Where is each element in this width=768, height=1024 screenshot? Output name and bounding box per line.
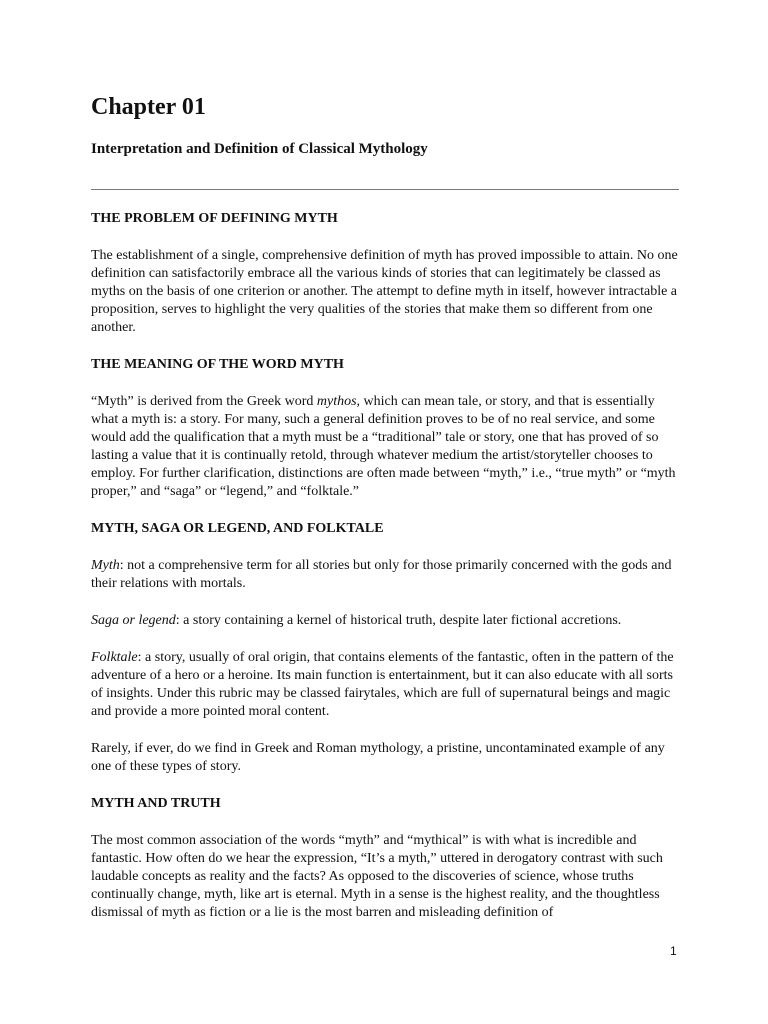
paragraph-types-closing: Rarely, if ever, do we find in Greek and Roman mythology, a pristine, uncontaminated example of any one of these types of story. xyxy=(91,741,665,774)
def-saga: : a story containing a kernel of historical truth, despite later fictional accretions. xyxy=(175,613,622,628)
definition-saga xyxy=(91,612,681,630)
term-myth: Myth xyxy=(91,558,120,573)
section-heading-truth: MYTH AND TRUTH xyxy=(91,796,221,811)
chapter-title: Chapter 01 xyxy=(91,94,206,120)
section-heading-problem: THE PROBLEM OF DEFINING MYTH xyxy=(91,211,338,226)
paragraph-problem: The establishment of a single, comprehensive definition of myth has proved impossible to attain. No one definition can satisfactorily embrace all the various kinds of stories that can legitimately be classed as myths on the basis of one criterion or another. The attempt to define myth in itself, however intractable a proposition, serves to highlight the very qualities of the stories that make them so different from one another. xyxy=(91,248,678,335)
definition-folktale xyxy=(91,649,681,721)
page-number: 1 xyxy=(670,944,677,958)
meaning-text-before: “Myth” is derived from the Greek word xyxy=(91,394,317,409)
def-myth: : not a comprehensive term for all stories but only for those primarily concerned with the gods and their relations with mortals. xyxy=(91,558,672,591)
section-heading-types: MYTH, SAGA OR LEGEND, AND FOLKTALE xyxy=(91,521,384,536)
chapter-subtitle: Interpretation and Definition of Classical Mythology xyxy=(91,141,428,157)
paragraph-truth: The most common association of the words “myth” and “mythical” is with what is incredible and fantastic. How often do we hear the expression, “It’s a myth,” uttered in derogatory contrast with such laudable concepts as reality and the facts? As opposed to the discoveries of science, whose truths continually change, myth, like art is eternal. Myth in a sense is the highest reality, and the thoughtless dismissal of myth as fiction or a lie is the most barren and misleading definition of xyxy=(91,833,663,920)
term-saga: Saga or legend xyxy=(91,613,176,628)
paragraph-meaning xyxy=(91,393,681,501)
term-folktale: Folktale xyxy=(91,650,138,665)
def-folktale: : a story, usually of oral origin, that contains elements of the fantastic, often in the pattern of the adventure of a hero or a heroine. Its main function is entertainment, but it can also educate with all sorts of insights. Under this rubric may be classed fairytales, which are full of supernatural beings and magic and provide a more pointed moral content. xyxy=(91,650,674,719)
meaning-text-after: , which can mean tale, or story, and that is essentially what a myth is: a story. For many, such a general definition proves to be of no real service, and some would add the qualification that a myth must be a “traditional” tale or story, one that has proved of so lasting a value that it is continually retold, through whatever medium the artist/storyteller chooses to employ. For further clarification, distinctions are often made between “myth,” i.e., “true myth” or “myth proper,” and “saga” or “legend,” and “folktale.” xyxy=(91,394,676,499)
horizontal-rule xyxy=(91,189,679,190)
definition-myth xyxy=(91,557,681,593)
meaning-italic-term: mythos xyxy=(316,394,357,409)
document-body xyxy=(91,210,681,941)
section-heading-meaning: THE MEANING OF THE WORD MYTH xyxy=(91,357,344,372)
